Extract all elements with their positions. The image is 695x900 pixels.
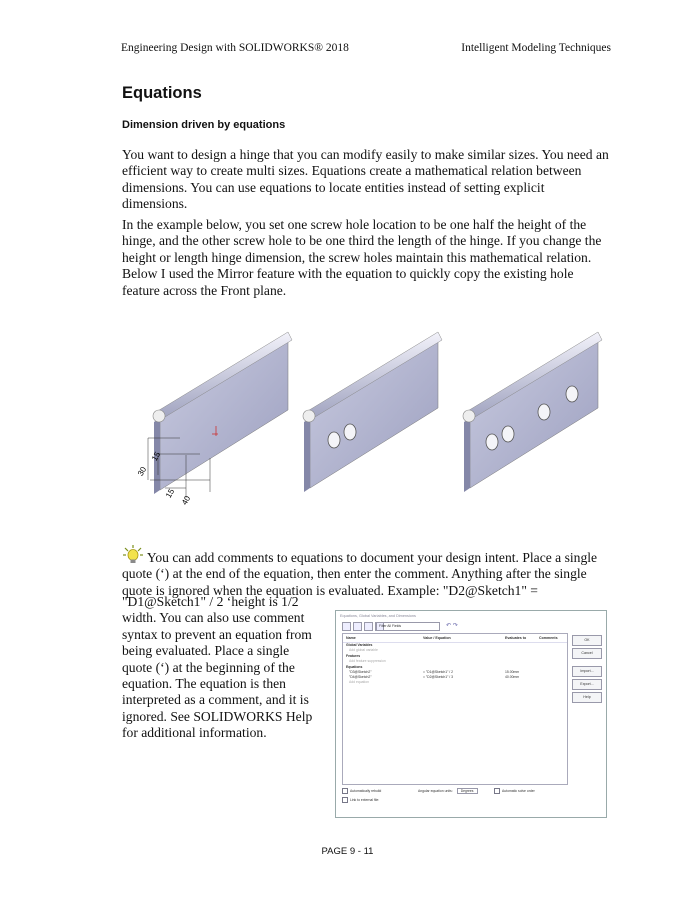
dialog-title: Equations, Global Variables, and Dimensions <box>340 614 416 618</box>
tip-text-1: You can add comments to equations to document your design intent. Place a single quote (‘) at the end of the equation, then enter the comment. Anything after the single quote is ignored when the equation is evaluated. Example: "D2@Sketch1" = <box>122 550 598 598</box>
auto-solve-option[interactable]: Automatic solve order <box>494 788 535 794</box>
filter-input[interactable]: Filter All Fields <box>376 622 440 631</box>
dim-40: 40 <box>179 494 193 507</box>
hinge-four-holes <box>463 332 602 492</box>
eq-row-1-evaluates: 15.00mm <box>505 670 520 674</box>
help-button[interactable]: Help <box>572 692 602 703</box>
eq-row-1-name[interactable]: "D3@Sketch2" <box>349 670 372 674</box>
import-button[interactable]: Import... <box>572 666 602 677</box>
header-book-title: Engineering Design with SOLIDWORKS® 2018 <box>121 42 349 54</box>
section-title: Equations <box>122 84 202 102</box>
angle-units-select[interactable]: Degrees <box>457 788 478 794</box>
sketch-equation-view-button[interactable] <box>353 622 362 631</box>
paragraph-example: In the example below, you set one screw hole location to be one half the height of the hinge, and the other screw hole to be one third the length of the hinge. If you change the height or length hinge dimension, the screw holes maintain this mathematical relation. Below I used the Mirror feature with the equation to quickly copy the existing hole feature across the Front plane. <box>122 217 602 298</box>
hinge-figures <box>135 330 620 520</box>
equations-table <box>342 633 568 785</box>
link-file-checkbox[interactable] <box>342 797 348 803</box>
column-name: Name <box>346 636 356 640</box>
dimension-view-button[interactable] <box>364 622 373 631</box>
section-equations[interactable]: Equations <box>346 665 363 669</box>
link-file-option[interactable]: Link to external file: <box>342 797 379 803</box>
eq-row-2-value[interactable]: = "D2@Sketch1" / 3 <box>423 675 454 679</box>
page-number: PAGE 9 - 11 <box>321 846 374 857</box>
dim-15-vertical: 15 <box>149 450 163 463</box>
tip-paragraph <box>122 544 614 599</box>
auto-rebuild-checkbox[interactable] <box>342 788 348 794</box>
hinge-with-dimensions <box>136 332 292 506</box>
header-chapter-title: Intelligent Modeling Techniques <box>461 42 611 54</box>
subsection-title: Dimension driven by equations <box>122 119 286 131</box>
lightbulb-icon <box>122 544 144 564</box>
ok-button[interactable]: OK <box>572 635 602 646</box>
dim-30: 30 <box>135 465 149 478</box>
dim-15-horizontal: 15 <box>163 487 177 500</box>
export-button[interactable]: Export... <box>572 679 602 690</box>
eq-row-2-evaluates: 40.00mm <box>505 675 520 679</box>
angle-units-option: Angular equation units: Degrees <box>418 788 478 794</box>
add-equation[interactable]: Add equation <box>349 680 369 684</box>
column-value: Value / Equation <box>423 636 451 640</box>
paragraph-intro: You want to design a hinge that you can modify easily to make similar sizes. You need an efficient way to create multi sizes. Equations create a mathematical relation between dimensions. You can use equations to locate entities instead of setting explicit dimensions. <box>122 147 609 212</box>
eq-row-2-name[interactable]: "D4@Sketch2" <box>349 675 372 679</box>
tip-text-2: "D1@Sketch1" / 2 ‘height is 1/2 width. You can also use comment syntax to prevent an equation from being evaluated. Place a single quote (‘) at the beginning of the equation. The equation is then interpreted as a comment, and it is ignored. See SOLIDWORKS Help for additional information. <box>122 594 313 741</box>
auto-solve-checkbox[interactable] <box>494 788 500 794</box>
equation-view-button[interactable] <box>342 622 351 631</box>
equations-dialog <box>335 610 607 818</box>
add-feature-suppression[interactable]: Add feature suppression <box>349 659 386 663</box>
eq-row-1-value[interactable]: = "D1@Sketch1" / 2 <box>423 670 454 674</box>
hinge-two-holes <box>303 332 442 492</box>
column-evaluates: Evaluates to <box>505 636 527 640</box>
section-global-variables[interactable]: Global Variables <box>346 643 373 647</box>
auto-rebuild-option[interactable]: Automatically rebuild <box>342 788 381 794</box>
undo-icon[interactable]: ↶ ↷ <box>446 623 458 629</box>
cancel-button[interactable]: Cancel <box>572 648 602 659</box>
section-features[interactable]: Features <box>346 654 361 658</box>
column-comments: Comments <box>539 636 558 640</box>
add-global-variable[interactable]: Add global variable <box>349 648 378 652</box>
